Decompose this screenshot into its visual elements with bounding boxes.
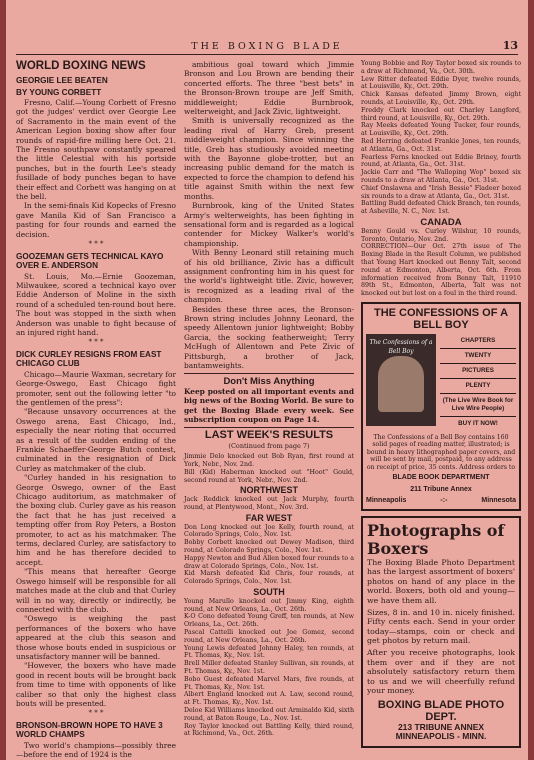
result-item: Benny Gould vs. Curley Wilshur, 10 rounds, Toronto, Ontario, Nov. 2nd.	[361, 227, 521, 243]
story-paragraph: In the semi-finals Kid Kopecks of Fresno gave Manila Kid of San Francisco a pasting for four rounds and earned the decision.	[16, 201, 176, 239]
column-1	[16, 60, 176, 760]
results-heading: LAST WEEK'S RESULTS	[204, 429, 334, 442]
divider	[184, 427, 354, 428]
notice-text: Keep posted on all important events and big news of the Boxing World. Be sure to get the Boxing Blade every week. See subscription coupon on Page 14.	[184, 386, 354, 425]
separator: * * *	[88, 240, 104, 249]
ad-sep: -:-	[440, 497, 448, 505]
story-paragraph: "Oswego is weighing the past performances of the boxers who have appeared at the club this season and those whose bouts ended in suspicious or unsatisfactory manner will be banned.	[16, 614, 176, 661]
story-paragraph: Fresno, Calif.—Young Corbett of Fresno got the judges' verdict over Georgie Lee of Sacramento in the main event of the American Legion boxing show after four rounds of rapid-fire milling here Oct. 21. The Fresno southpaw constantly speared the little Celestial with his portside punches, but in the fourth Lee's steady fusillade of body punches began to have their effect and Corbett was hanging on at the bell.	[16, 98, 176, 202]
result-item: Young Bobbie and Roy Taylor boxed six rounds to a draw at Richmond, Va., Oct. 30th.	[361, 60, 521, 75]
ad-feature-list	[440, 334, 516, 431]
story-paragraph: "Curley handed in his resignation to George Oswego, owner of the East Chicago auditorium, as matchmaker of the boxing club. Curley gave as his reason the fact that he has just received a tempting offer from Roy Peters, a Boston promoter, to act as his matchmaker. The terms, declared Curley, are satisfactory to him and he has therefore decided to accept.	[16, 473, 176, 567]
story-title: GEORGIE LEE BEATEN	[16, 76, 108, 85]
results-list	[361, 60, 521, 298]
result-item: Brell Miller defeated Stanley Sullivan, six rounds, at Ft. Thomas, Ky., Nov. 1st.	[184, 660, 354, 675]
result-item: Young Lewis defeated Johnny Haley, ten rounds, at Ft. Thomas, Ky., Nov. 1st.	[184, 644, 354, 660]
page-title: THE BOXING BLADE	[191, 41, 343, 52]
story-paragraph: ambitious goal toward which Jimmie Bronson and Lou Brown are bending their concerted efforts. The three "best bets" in the Bronson-Brown troupe are Jeff Smith, middleweight; Eddie Burnbrook, welterweight, and Jack Zivic, lightweight.	[184, 60, 354, 117]
notice-title: Don't Miss Anything	[223, 376, 315, 388]
ad-city-line	[366, 496, 516, 505]
story-paragraph: "However, the boxers who have made good in recent bouts will be brought back from time to time with opponents of like caliber so that only the highest class bouts will be presented.	[16, 661, 176, 708]
result-item: Jimmie Delo knocked out Bob Ryan, first round at York, Nebr., Nov. 2nd.	[184, 453, 354, 469]
story-paragraph: "Because unsavory occurrences at the Oswego arena, East Chicago, Ind., especially the near rioting that occurred as a result of the sudden ending of the Frankie Schaeffer-George Butch contest, culminated in the resignation of Dick Curley as matchmaker of the club.	[16, 407, 176, 473]
region-heading: NORTHWEST	[240, 485, 298, 496]
story-paragraph: Smith is universally recognized as the leading rival of Harry Greb, present middleweight champion. Since winning the title, Greb has studiously avoided meeting with the Bayonne globe-trotter, but an increasing public demand for the match is expected to force the champion to defend his title against Smith within the next few months.	[184, 116, 354, 201]
story-paragraph: With Benny Leonard still retaining much of his old brilliance, Zivic has a difficult assignment confronting him in his quest for the world's lightweight title. Zivic, however, is recognized as a leading rival of the champion.	[184, 248, 354, 305]
ad-paragraph: Sizes, 8 in. and 10 in. nicely finished. Fifty cents each. Send in your order today—stamps, coin or check and get photos by return mail.	[367, 607, 515, 646]
ad-city: Minneapolis	[366, 497, 407, 505]
book-cover-image	[366, 334, 436, 426]
ad-feature: TWENTY	[440, 349, 516, 364]
results-list	[184, 453, 354, 738]
result-item: Deloe Kid Williams knocked out Arminaldo Kid, sixth round, at Baton Rouge, La., Nov. 1st.	[184, 706, 354, 722]
result-item: Bobby Corbett knocked out Dewey Madison, third round, at Colorado Springs, Colo., Nov. 1st.	[184, 539, 354, 555]
result-item: Red Herring defeated Frankie Jones, ten rounds, at Atlanta, Ga., Oct. 31st.	[361, 137, 521, 153]
region-heading: FAR WEST	[245, 512, 293, 523]
correction-note: CORRECTION—Our Oct. 27th issue of The Boxing Blade in the Result Column, we published that Young Hart knocked out Benny Talt, second round at Edmonton, Alberta, Oct. 6th. From information received from Benny Talt, 11910 89th St., Edmonton, Alberta, Talt was not knocked out but lost on a foul in the third round.	[361, 243, 521, 298]
bellboy-ad	[361, 302, 521, 511]
ad-city: MINNEAPOLIS - MINN.	[395, 731, 487, 742]
result-item: Bill (Kid) Haberman knocked out "Hoot" Gould, second round at York, Nebr., Nov. 2nd.	[184, 468, 354, 484]
ad-paragraph: The Boxing Blade Photo Department has the largest assortment of boxers' photos on hand of any place in the world. Boxers, both old and young—we have them all.	[367, 557, 515, 605]
result-item: Albert England knocked out A. Law, second round, at Ft. Thomas, Ky., Nov. 1st.	[184, 691, 354, 707]
ad-feature: (The Live Wire Book for Live Wire People)	[440, 394, 516, 417]
running-header	[16, 40, 518, 55]
ad-address: 211 Tribune Annex	[410, 485, 472, 493]
result-item: Roy Taylor knocked out Battling Kelly, third round, at Richmond, Va., Oct. 26th.	[184, 722, 354, 738]
bellboy-figure	[378, 356, 424, 412]
story-title: GOOZEMAN GETS TECHNICAL KAYO OVER E. ANDERSON	[16, 251, 164, 270]
story-paragraph: Chicago—Maurie Waxman, secretary for George-Oswego, East Chicago fight promoter, sent out the following letter "to the gentlemen of the press":	[16, 369, 177, 407]
story-paragraph: "This means that hereafter George Oswego himself will be responsible for all matches made at the club and that Curley will in no way, directly or indirectly, be connected with the club.	[16, 567, 176, 614]
column-2	[184, 60, 354, 738]
result-item: Pascal Cattelli knocked out Joe Gomez, second round, at New Orleans, La., Oct. 26th.	[184, 628, 354, 644]
result-item: Lew Ritter defeated Eddie Dyer, twelve rounds, at Louisville, Ky., Oct. 29th.	[361, 75, 521, 91]
ad-headline: Photographs of Boxers	[367, 520, 505, 558]
result-item: Bobo Guest defeated Marvel Mars, five rounds, at Ft. Thomas, Ky., Nov. 1st.	[184, 675, 354, 691]
result-item: Young Marullo knocked out Jimmy King, eighth round, at New Orleans, La., Oct. 26th.	[184, 597, 354, 613]
ad-address: 213 TRIBUNE ANNEX	[397, 721, 485, 732]
page-number: 13	[502, 39, 518, 52]
result-item: Battling Budd defeated Chick Branch, ten rounds, at Asheville, N. C., Nov. 1st.	[361, 200, 521, 216]
result-item: Don Long knocked out Joe Kelly, fourth round, at Colorado Springs, Colo., Nov. 1st.	[184, 523, 354, 539]
column-3	[361, 60, 521, 748]
result-item: Chief Onslawna and "Irish Bessie" Fladeer boxed six rounds to a draw at Atlanta, Ga., Oct. 31st.	[361, 184, 521, 200]
result-item: Jack Reddick knocked out Jack Murphy, fourth round, at Plentywood, Mont., Nov. 3rd.	[184, 496, 354, 512]
result-item: Ray Meeks defeated Young Tucker, four rounds, at Louisville, Ky., Oct. 29th.	[361, 122, 521, 138]
section-heading: WORLD BOXING NEWS	[16, 60, 146, 72]
ad-feature: PLENTY	[440, 379, 516, 394]
story-title: BRONSON-BROWN HOPE TO HAVE 3 WORLD CHAMPS	[16, 720, 163, 740]
ad-feature: PICTURES	[440, 364, 516, 379]
region-heading: SOUTH	[253, 587, 285, 597]
region-heading: CANADA	[420, 216, 462, 228]
ad-paragraph: After you receive photographs, look them over and if they are not absolutely satisfactory return them to us and we will cheerfully refund your money.	[367, 647, 515, 696]
ad-cta: BUY IT NOW!	[458, 419, 498, 427]
newspaper-page	[6, 0, 528, 760]
result-item: Happy Newton and Bud Allen boxed four rounds to a draw at Colorado Springs, Colo., Nov. 1st.	[184, 554, 354, 570]
ad-state: Minnesota	[481, 497, 516, 505]
result-item: K-O Cono defeated Young Greff, ten rounds, at New Orleans, La., Oct. 26th.	[184, 613, 354, 629]
story-paragraph: Burnbrook, king of the United States Army's welterweights, has been fighting in sensational form and is regarded as a logical contender for Mickey Walker's world's championship.	[184, 201, 354, 248]
result-item: Freddy Clark knocked out Charley Langford, third round, at Louisville, Ky., Oct. 29th.	[361, 106, 521, 122]
result-item: Kid Marsh defeated Kid Chris, four rounds, at Colorado Springs, Colo., Nov. 1st.	[184, 570, 354, 586]
separator: * * *	[88, 338, 104, 347]
divider	[184, 373, 354, 374]
ad-headline: THE CONFESSIONS OF A BELL BOY	[373, 306, 509, 331]
result-item: Jackie Carr and "The Walloping Wop" boxed six rounds to a draw at Atlanta, Ga., Oct. 31st.	[361, 169, 521, 184]
story-paragraph: Two world's champions—possibly three—before the end of 1924 is the	[16, 740, 176, 760]
ad-company: BOXING BLADE PHOTO DEPT.	[377, 698, 505, 723]
results-subheading: (Continued from page 7)	[228, 441, 310, 450]
ad-dept: BLADE BOOK DEPARTMENT	[392, 474, 490, 482]
ad-description: The Confessions of a Bell Boy contains 160 solid pages of reading matter, illustrated; is bound in heavy lithographed paper covers, and will be sent by mail, postpaid, to any address on receipt of price, 35 cents. Address orders to	[366, 433, 516, 471]
story-byline: BY YOUNG CORBETT	[16, 87, 102, 97]
cover-title: The Confessions of a Bell Boy	[369, 338, 433, 356]
photo-ad	[361, 516, 521, 748]
separator: * * *	[88, 709, 104, 718]
story-paragraph: St. Louis, Mo.—Ernie Goozeman, Milwaukee, scored a technical kayo over Eddie Anderson of Moline in the sixth round of a scheduled ten-round bout here. The bout was stopped in the sixth when Anderson was unable to fight because of an injured right hand.	[16, 271, 176, 337]
result-item: Fearless Ferns knocked out Eddie Briney, fourth round, at Atlanta, Ga., Oct. 31st.	[361, 153, 521, 169]
result-item: Chick Kansas defeated Jimmy Brown, eight rounds, at Louisville, Ky., Oct. 29th.	[361, 91, 521, 106]
story-title: DICK CURLEY RESIGNS FROM EAST CHICAGO CLUB	[16, 349, 162, 369]
ad-feature: CHAPTERS	[440, 334, 516, 349]
story-paragraph: Besides these three aces, the Bronson-Brown string includes Johnny Leonard, the speedy Allentown junior lightweight; Bobby Garcia, the socking featherweight; Terry McHugh of Allentown and Pete Zivic of Pittsburgh, a brother of Jack, bantamweights.	[184, 304, 354, 370]
